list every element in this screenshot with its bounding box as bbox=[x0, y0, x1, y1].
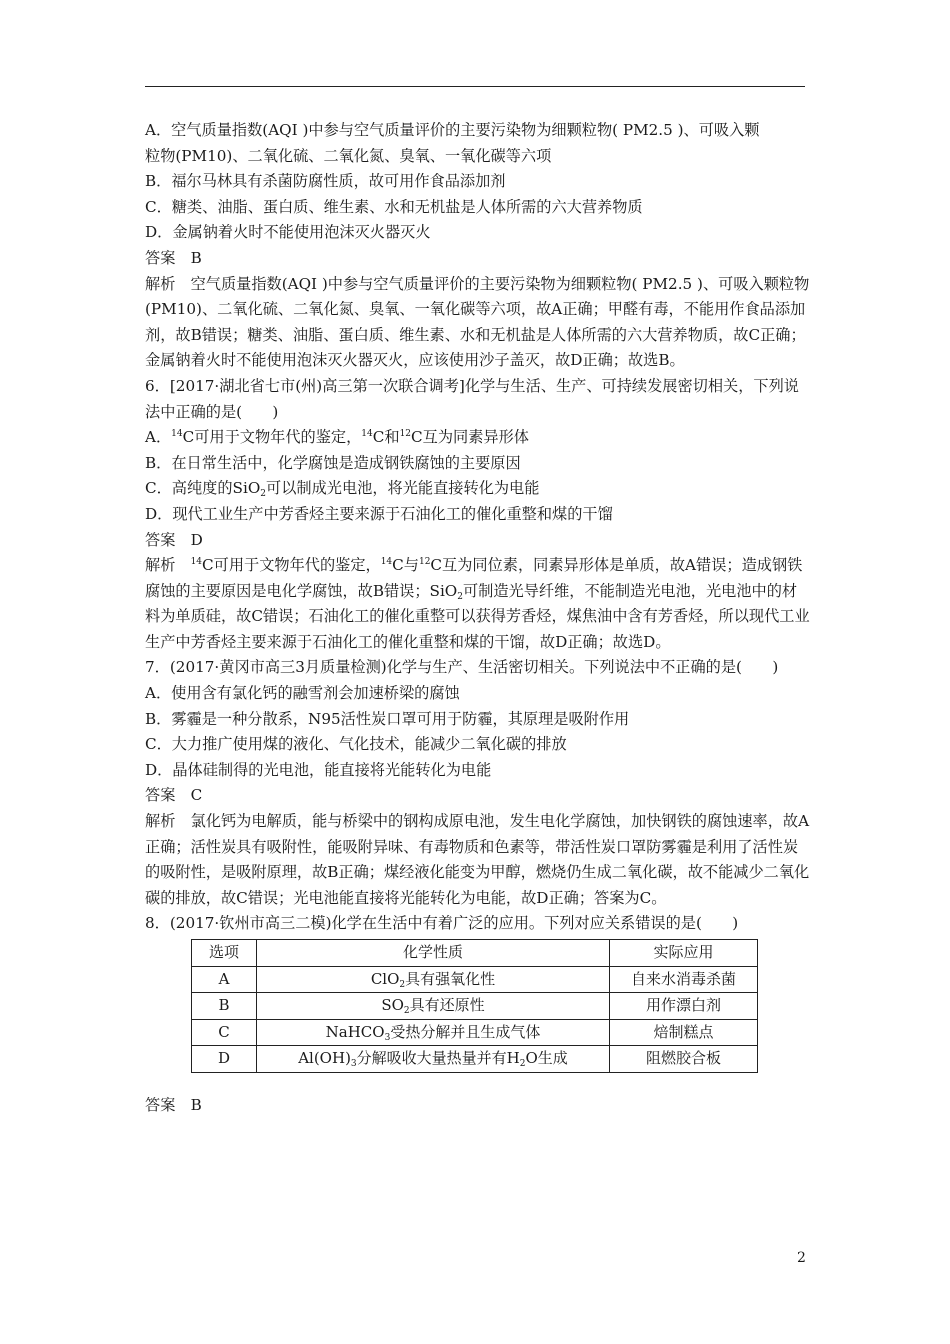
q6-a-text3: C互为同素异形体 bbox=[411, 428, 529, 447]
formula-part: ClO bbox=[370, 969, 400, 988]
q5-option-c: C．糖类、油脂、蛋白质、维生素、水和无机盐是人体所需的六大营养物质 bbox=[145, 197, 643, 216]
q6-an-text1: C可用于文物年代的鉴定， bbox=[202, 556, 381, 575]
table-cell-property bbox=[257, 966, 610, 993]
q7-answer: 答案 C bbox=[145, 786, 203, 805]
formula-part: 受热分解并且生成气体 bbox=[390, 1022, 541, 1041]
table-header: 选项 bbox=[192, 940, 257, 967]
table-cell-use: 焙制糕点 bbox=[610, 1019, 758, 1046]
q7-option-b: B．雾霾是一种分散系，N95活性炭口罩可用于防霾，其原理是吸附作用 bbox=[145, 709, 630, 728]
formula-part: NaHCO bbox=[325, 1022, 385, 1041]
isotope-sup: 12 bbox=[418, 557, 431, 568]
q5-answer: 答案 B bbox=[145, 248, 202, 267]
table-header: 实际应用 bbox=[610, 940, 758, 967]
q6-an-text3: C互为同位素，同素异形体是单质，故A错误；造成钢铁腐蚀的主要原因是电化学腐蚀，故B错误；SiO bbox=[145, 556, 803, 600]
formula-part: 具有强氧化性 bbox=[405, 969, 496, 988]
q5-analysis: 解析 空气质量指数(AQI )中参与空气质量评价的主要污染物为细颗粒物( PM2.5 )、可吸入颗粒物(PM10)、二氧化硫、二氧化氮、臭氧、一氧化碳等六项，故A正确；甲醛有毒，不能用作食品添加剂，故B错误；糖类、油脂、蛋白质、维生素、水和无机盐是人体所需的六大营养物质，故C正确；金属钠着火时不能使用泡沫灭火器灭火，应该使用沙子盖灭，故D正确；故选B。 bbox=[145, 274, 810, 370]
q7-option-c: C．大力推广使用煤的液化、气化技术，能减少二氧化碳的排放 bbox=[145, 735, 567, 754]
subscript: 2 bbox=[260, 489, 267, 500]
q7-option-a: A．使用含有氯化钙的融雪剂会加速桥梁的腐蚀 bbox=[145, 684, 460, 703]
table-row bbox=[192, 1019, 758, 1046]
q6-a-text2: C和 bbox=[372, 428, 400, 447]
isotope-sup: 14 bbox=[171, 429, 183, 440]
table-cell-option: C bbox=[192, 1019, 257, 1046]
q6-an-text2: C与 bbox=[392, 556, 419, 575]
q6-an-text4: 可制造光导纤维，不能制造光电池，光电池中的材料为单质硅，故C错误；石油化工的催化重整可以获得芳香烃，煤焦油中含有芳香烃，所以现代工业生产中芳香烃主要来源于石油化工的催化重整和煤的干馏，故D正确；故选D。 bbox=[145, 581, 810, 651]
formula-part: 分解吸收大量热量并有H bbox=[356, 1049, 520, 1068]
q7-analysis: 解析 氯化钙为电解质，能与桥梁中的钢构成原电池，发生电化学腐蚀，加快钢铁的腐蚀速率，故A正确；活性炭具有吸附性，能吸附异味、有毒物质和色素等，带活性炭口罩防雾霾是利用了活性炭的吸附性，是吸附原理，故B正确；煤经液化能变为甲醇，燃烧仍生成二氧化碳，故不能减少二氧化碳的排放，故C错误；光电池能直接将光能转化为电能，故D正确；答案为C。 bbox=[145, 812, 810, 907]
formula-part: 具有还原性 bbox=[409, 996, 485, 1015]
table-row bbox=[192, 993, 758, 1020]
subscript: 3 bbox=[384, 1032, 391, 1043]
q6-answer: 答案 D bbox=[145, 530, 203, 549]
formula-part: O生成 bbox=[525, 1049, 568, 1068]
q6-a-text1: C可用于文物年代的鉴定， bbox=[182, 428, 362, 447]
q8-answer: 答案 B bbox=[145, 1095, 202, 1114]
subscript: 3 bbox=[350, 1059, 357, 1070]
table-cell-option: A bbox=[192, 966, 257, 993]
subscript: 2 bbox=[519, 1059, 526, 1070]
q6-option-b: B．在日常生活中，化学腐蚀是造成钢铁腐蚀的主要原因 bbox=[145, 453, 521, 472]
q5-option-b: B．福尔马林具有杀菌防腐性质，故可用作食品添加剂 bbox=[145, 172, 506, 191]
q6-option-c bbox=[145, 476, 810, 502]
q7-stem: 7．(2017·黄冈市高三3月质量检测)化学与生产、生活密切相关。下列说法中不正确的是( ) bbox=[145, 658, 779, 677]
document-body bbox=[145, 118, 810, 1119]
q6-analysis bbox=[145, 553, 810, 655]
table-cell-use: 阻燃胶合板 bbox=[610, 1046, 758, 1073]
isotope-sup: 14 bbox=[361, 429, 373, 440]
table-cell-property bbox=[257, 993, 610, 1020]
table-cell-option: B bbox=[192, 993, 257, 1020]
table-row bbox=[192, 966, 758, 993]
table-cell-property bbox=[257, 1019, 610, 1046]
isotope-sup: 14 bbox=[190, 557, 203, 568]
table-cell-option: D bbox=[192, 1046, 257, 1073]
header-rule bbox=[145, 86, 805, 87]
q5-option-a-line1: A．空气质量指数(AQI )中参与空气质量评价的主要污染物为细颗粒物( PM2.5 )、可吸入颗 bbox=[145, 121, 760, 139]
table-cell-property bbox=[257, 1046, 610, 1073]
subscript: 2 bbox=[399, 979, 406, 990]
table-header-row bbox=[192, 940, 758, 967]
page-number: 2 bbox=[797, 1250, 806, 1266]
q5-option-d: D．金属钠着火时不能使用泡沫灭火器灭火 bbox=[145, 223, 431, 242]
q6-option-d: D．现代工业生产中芳香烃主要来源于石油化工的催化重整和煤的干馏 bbox=[145, 504, 613, 523]
formula-part: SO bbox=[381, 996, 404, 1015]
subscript: 2 bbox=[457, 591, 463, 602]
q5-option-a-line2: 粒物(PM10)、二氧化硫、二氧化氮、臭氧、一氧化碳等六项 bbox=[145, 146, 552, 165]
q8-stem: 8．(2017·钦州市高三二模)化学在生活中有着广泛的应用。下列对应关系错误的是( ) bbox=[145, 914, 739, 933]
isotope-sup: 14 bbox=[380, 557, 393, 568]
isotope-sup: 12 bbox=[399, 429, 412, 440]
q6-c-prefix: C．高纯度的SiO bbox=[145, 479, 261, 498]
table-cell-use: 用作漂白剂 bbox=[610, 993, 758, 1020]
formula-part: Al(OH) bbox=[298, 1049, 351, 1068]
q6-stem: 6．[2017·湖北省七市(州)高三第一次联合调考]化学与生活、生产、可持续发展密切相关，下列说法中正确的是( ) bbox=[145, 376, 799, 421]
q6-c-text: 可以制成光电池，将光能直接转化为电能 bbox=[266, 479, 540, 498]
table-row bbox=[192, 1046, 758, 1073]
table-cell-use: 自来水消毒杀菌 bbox=[610, 966, 758, 993]
table-header: 化学性质 bbox=[257, 940, 610, 967]
q6-a-prefix: A． bbox=[145, 428, 172, 447]
subscript: 2 bbox=[403, 1006, 410, 1017]
q8-table bbox=[191, 939, 758, 1073]
q7-option-d: D．晶体硅制得的光电池，能直接将光能转化为电能 bbox=[145, 760, 492, 779]
q6-option-a bbox=[145, 425, 810, 451]
q6-an-prefix: 解析 bbox=[145, 556, 191, 575]
